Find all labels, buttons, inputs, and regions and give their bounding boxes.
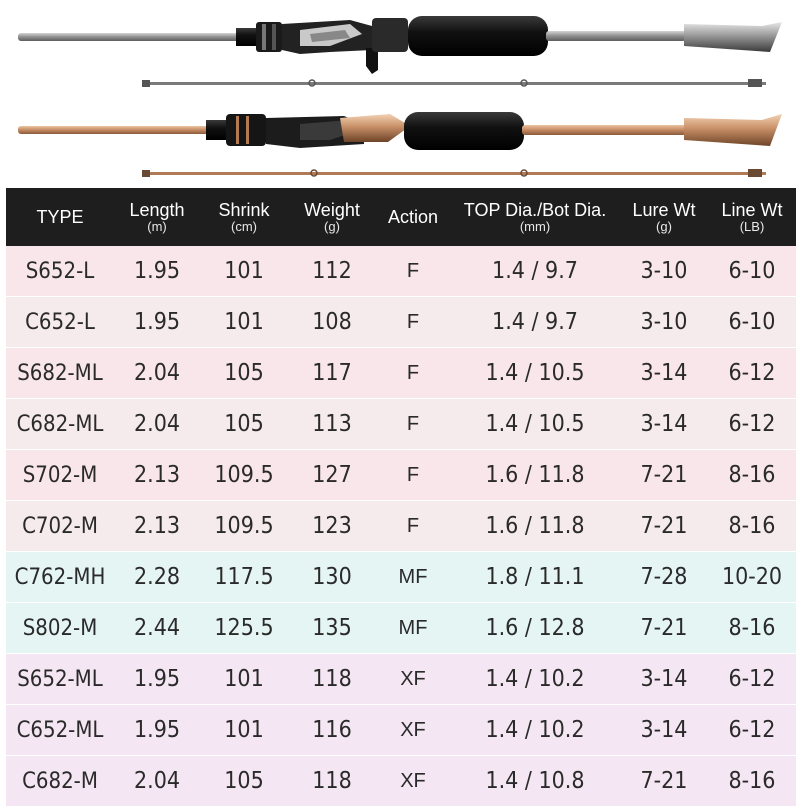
table-row — [6, 297, 796, 348]
cell-action: F — [376, 246, 450, 297]
header-type: TYPE — [6, 188, 114, 246]
cell-length: 2.28 — [114, 552, 200, 603]
cell-length: 2.44 — [114, 603, 200, 654]
cell-lure-weight: 3-14 — [620, 705, 708, 756]
rod-illustrations — [0, 0, 800, 188]
cell-action: XF — [376, 705, 450, 756]
cell-type: S652-L — [6, 246, 114, 297]
cell-length: 1.95 — [114, 705, 200, 756]
bronze-rod-tip-section-image — [142, 169, 766, 177]
cell-diameter: 1.4 / 10.8 — [450, 756, 620, 807]
cell-action: F — [376, 399, 450, 450]
cell-lure-weight: 3-14 — [620, 399, 708, 450]
cell-action: XF — [376, 654, 450, 705]
header-lure-weight: Lure Wt (g) — [620, 188, 708, 246]
cell-weight: 123 — [288, 501, 376, 552]
cell-diameter: 1.4 / 10.2 — [450, 654, 620, 705]
table-row — [6, 501, 796, 552]
cell-length: 1.95 — [114, 654, 200, 705]
cell-diameter: 1.4 / 9.7 — [450, 246, 620, 297]
cell-shrink: 109.5 — [200, 450, 288, 501]
cell-shrink: 125.5 — [200, 603, 288, 654]
cell-line-weight: 6-10 — [708, 246, 796, 297]
cell-line-weight: 8-16 — [708, 603, 796, 654]
silver-casting-rod-image — [18, 16, 782, 74]
cell-lure-weight: 7-21 — [620, 501, 708, 552]
cell-action: F — [376, 450, 450, 501]
cell-length: 2.04 — [114, 399, 200, 450]
cell-action: XF — [376, 756, 450, 807]
cell-type: S652-ML — [6, 654, 114, 705]
cell-weight: 108 — [288, 297, 376, 348]
cell-shrink: 101 — [200, 654, 288, 705]
cell-diameter: 1.4 / 10.5 — [450, 348, 620, 399]
cell-lure-weight: 3-14 — [620, 654, 708, 705]
cell-type: S802-M — [6, 603, 114, 654]
cell-action: MF — [376, 603, 450, 654]
cell-shrink: 101 — [200, 297, 288, 348]
cell-shrink: 101 — [200, 246, 288, 297]
cell-type: C652-ML — [6, 705, 114, 756]
cell-shrink: 105 — [200, 399, 288, 450]
cell-weight: 113 — [288, 399, 376, 450]
table-body — [6, 246, 796, 807]
table-row — [6, 246, 796, 297]
cell-line-weight: 6-12 — [708, 705, 796, 756]
cell-line-weight: 10-20 — [708, 552, 796, 603]
cell-diameter: 1.8 / 11.1 — [450, 552, 620, 603]
cell-weight: 127 — [288, 450, 376, 501]
cell-length: 2.04 — [114, 756, 200, 807]
cell-lure-weight: 7-21 — [620, 603, 708, 654]
cell-lure-weight: 7-21 — [620, 450, 708, 501]
cell-type: S702-M — [6, 450, 114, 501]
header-length: Length (m) — [114, 188, 200, 246]
table-row — [6, 756, 796, 807]
silver-rod-tip-section-image — [142, 79, 766, 87]
cell-weight: 135 — [288, 603, 376, 654]
table-row — [6, 552, 796, 603]
cell-length: 2.04 — [114, 348, 200, 399]
header-weight: Weight (g) — [288, 188, 376, 246]
cell-lure-weight: 3-14 — [620, 348, 708, 399]
cell-length: 2.13 — [114, 450, 200, 501]
cell-length: 2.13 — [114, 501, 200, 552]
cell-weight: 118 — [288, 654, 376, 705]
cell-diameter: 1.4 / 10.2 — [450, 705, 620, 756]
cell-lure-weight: 7-28 — [620, 552, 708, 603]
cell-weight: 130 — [288, 552, 376, 603]
cell-line-weight: 6-10 — [708, 297, 796, 348]
header-line-weight: Line Wt (LB) — [708, 188, 796, 246]
cell-weight: 117 — [288, 348, 376, 399]
cell-length: 1.95 — [114, 297, 200, 348]
cell-action: F — [376, 501, 450, 552]
table-row — [6, 705, 796, 756]
cell-diameter: 1.6 / 11.8 — [450, 501, 620, 552]
header-diameter: TOP Dia./Bot Dia. (mm) — [450, 188, 620, 246]
cell-shrink: 117.5 — [200, 552, 288, 603]
table-row — [6, 450, 796, 501]
header-action: Action — [376, 188, 450, 246]
bronze-spinning-rod-image — [18, 112, 782, 150]
cell-length: 1.95 — [114, 246, 200, 297]
cell-type: C682-ML — [6, 399, 114, 450]
cell-diameter: 1.6 / 11.8 — [450, 450, 620, 501]
cell-line-weight: 8-16 — [708, 450, 796, 501]
table-header-row — [6, 188, 796, 246]
cell-diameter: 1.4 / 9.7 — [450, 297, 620, 348]
cell-type: C682-M — [6, 756, 114, 807]
cell-type: C652-L — [6, 297, 114, 348]
cell-line-weight: 6-12 — [708, 654, 796, 705]
cell-action: MF — [376, 552, 450, 603]
rod-spec-table — [6, 188, 796, 807]
cell-line-weight: 6-12 — [708, 399, 796, 450]
table-row — [6, 603, 796, 654]
table-row — [6, 399, 796, 450]
cell-shrink: 109.5 — [200, 501, 288, 552]
cell-type: C762-MH — [6, 552, 114, 603]
cell-weight: 118 — [288, 756, 376, 807]
cell-type: S682-ML — [6, 348, 114, 399]
cell-action: F — [376, 348, 450, 399]
cell-diameter: 1.6 / 12.8 — [450, 603, 620, 654]
cell-diameter: 1.4 / 10.5 — [450, 399, 620, 450]
cell-line-weight: 8-16 — [708, 756, 796, 807]
table-row — [6, 348, 796, 399]
cell-weight: 116 — [288, 705, 376, 756]
cell-lure-weight: 3-10 — [620, 246, 708, 297]
header-shrink: Shrink (cm) — [200, 188, 288, 246]
cell-shrink: 101 — [200, 705, 288, 756]
cell-lure-weight: 7-21 — [620, 756, 708, 807]
cell-lure-weight: 3-10 — [620, 297, 708, 348]
cell-type: C702-M — [6, 501, 114, 552]
cell-shrink: 105 — [200, 756, 288, 807]
cell-shrink: 105 — [200, 348, 288, 399]
cell-line-weight: 6-12 — [708, 348, 796, 399]
table-row — [6, 654, 796, 705]
cell-action: F — [376, 297, 450, 348]
cell-line-weight: 8-16 — [708, 501, 796, 552]
cell-weight: 112 — [288, 246, 376, 297]
